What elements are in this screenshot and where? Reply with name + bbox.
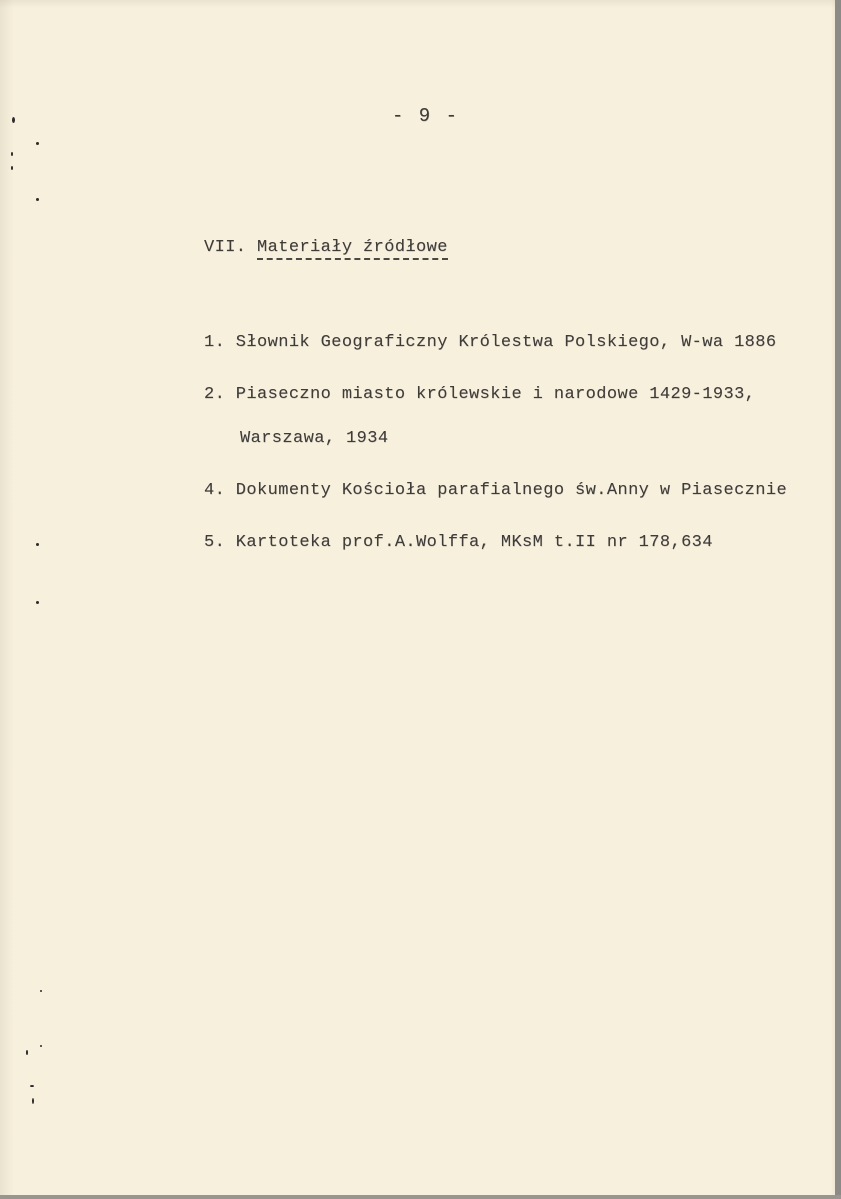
scan-speck xyxy=(11,152,13,156)
scan-speck xyxy=(36,601,39,604)
page-number: - 9 - xyxy=(392,105,460,127)
section-number: VII. xyxy=(204,238,247,257)
source-entry-4: 4. Dokumenty Kościoła parafialnego św.Anny w Piasecznie xyxy=(204,481,788,500)
scan-speck xyxy=(40,1045,42,1047)
section-title: Materiały źródłowe xyxy=(257,238,448,260)
source-entry-1: 1. Słownik Geograficzny Królestwa Polskiego, W-wa 1886 xyxy=(204,333,777,352)
scan-speck xyxy=(40,990,42,992)
source-entry-2: 2. Piaseczno miasto królewskie i narodowe 1429-1933, xyxy=(204,385,756,404)
source-entry-2-continuation: Warszawa, 1934 xyxy=(240,429,389,448)
scan-speck xyxy=(36,543,39,546)
page-bottom-edge xyxy=(0,1195,841,1199)
scan-speck xyxy=(36,142,39,145)
scan-speck xyxy=(36,198,39,201)
page-edge-shadow xyxy=(835,0,841,1199)
section-heading xyxy=(204,238,448,257)
scan-speck xyxy=(32,1098,34,1104)
scan-speck xyxy=(12,117,15,123)
scan-speck xyxy=(30,1085,34,1087)
source-entry-5: 5. Kartoteka prof.A.Wolffa, MKsM t.II nr 178,634 xyxy=(204,533,713,552)
scan-speck xyxy=(11,166,13,170)
scan-speck xyxy=(26,1050,28,1055)
